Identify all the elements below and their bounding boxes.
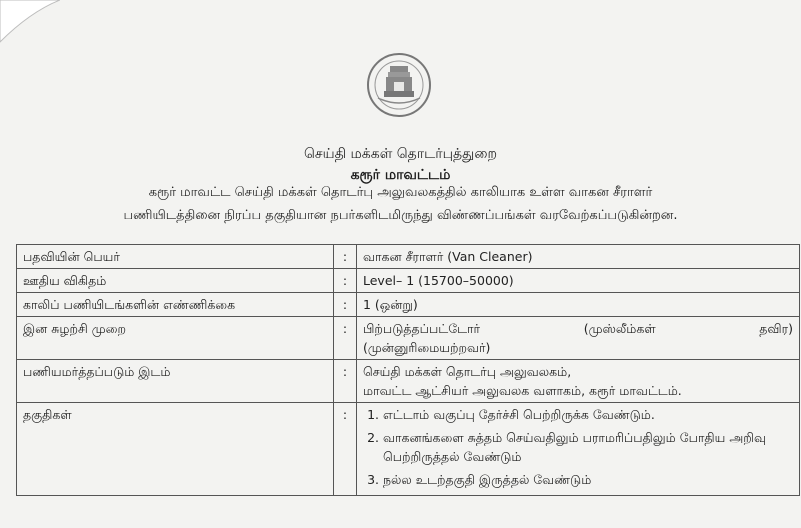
reservation-part: தவிர) xyxy=(759,321,793,336)
row-separator: : xyxy=(334,269,357,293)
row-label: காலிப் பணியிடங்களின் எண்ணிக்கை xyxy=(17,293,334,317)
office-name: செய்தி மக்கள் தொடர்பு அலுவலகம், xyxy=(363,364,572,379)
subject-line-2: பணியிடத்தினை நிரப்ப தகுதியான நபர்களிடமிருந்து விண்ணப்பங்கள் வரவேற்கப்படுகின்றன. xyxy=(123,208,678,223)
row-value xyxy=(357,403,800,496)
row-label: பதவியின் பெயர் xyxy=(17,245,334,269)
table-row xyxy=(17,317,800,360)
row-separator: : xyxy=(334,317,357,360)
row-value: Level– 1 (15700–50000) xyxy=(357,269,800,293)
row-separator: : xyxy=(334,245,357,269)
table-row xyxy=(17,403,800,496)
row-separator: : xyxy=(334,403,357,496)
reservation-priority: (முன்னுரிமையற்றவர்) xyxy=(363,340,491,355)
tamil-nadu-govt-emblem-icon xyxy=(366,52,432,118)
qualifications-list xyxy=(363,405,793,489)
list-item: 2. வாகனங்களை சுத்தம் செய்வதிலும் பராமரிப்பதிலும் போதிய அறிவு பெற்றிருத்தல் வேண்டும் xyxy=(383,428,793,466)
row-label: பணியமர்த்தப்படும் இடம் xyxy=(17,360,334,403)
row-value: 1 (ஒன்று) xyxy=(357,293,800,317)
list-item: 3. நல்ல உடற்தகுதி இருத்தல் வேண்டும் xyxy=(383,470,793,489)
row-value: வாகன சீராளர் (Van Cleaner) xyxy=(357,245,800,269)
row-label: தகுதிகள் xyxy=(17,403,334,496)
table-row xyxy=(17,245,800,269)
row-value xyxy=(357,360,800,403)
subject-line-1: கரூர் மாவட்ட செய்தி மக்கள் தொடர்பு அலுவலகத்தில் காலியாக உள்ள வாகன சீராளர் xyxy=(148,185,653,200)
row-separator: : xyxy=(334,360,357,403)
list-item: 1. எட்டாம் வகுப்பு தேர்ச்சி பெற்றிருக்க வேண்டும். xyxy=(383,405,793,424)
office-address: மாவட்ட ஆட்சியர் அலுவலக வளாகம், கரூர் மாவட்டம். xyxy=(363,383,682,398)
row-separator: : xyxy=(334,293,357,317)
vacancy-details-table xyxy=(16,244,800,496)
table-row xyxy=(17,293,800,317)
table-row xyxy=(17,360,800,403)
reservation-part: பிற்படுத்தப்பட்டோர் xyxy=(363,321,481,336)
row-label: ஊதிய விகிதம் xyxy=(17,269,334,293)
page-corner-curl xyxy=(0,0,60,45)
row-value xyxy=(357,317,800,360)
table-row xyxy=(17,269,800,293)
district-heading: கரூர் மாவட்டம் xyxy=(350,167,451,183)
reservation-part: (முஸ்லீம்கள் xyxy=(583,321,656,336)
reservation-line xyxy=(363,319,793,338)
row-label: இன சுழற்சி முறை xyxy=(17,317,334,360)
department-heading: செய்தி மக்கள் தொடர்புத்துறை xyxy=(303,146,498,162)
